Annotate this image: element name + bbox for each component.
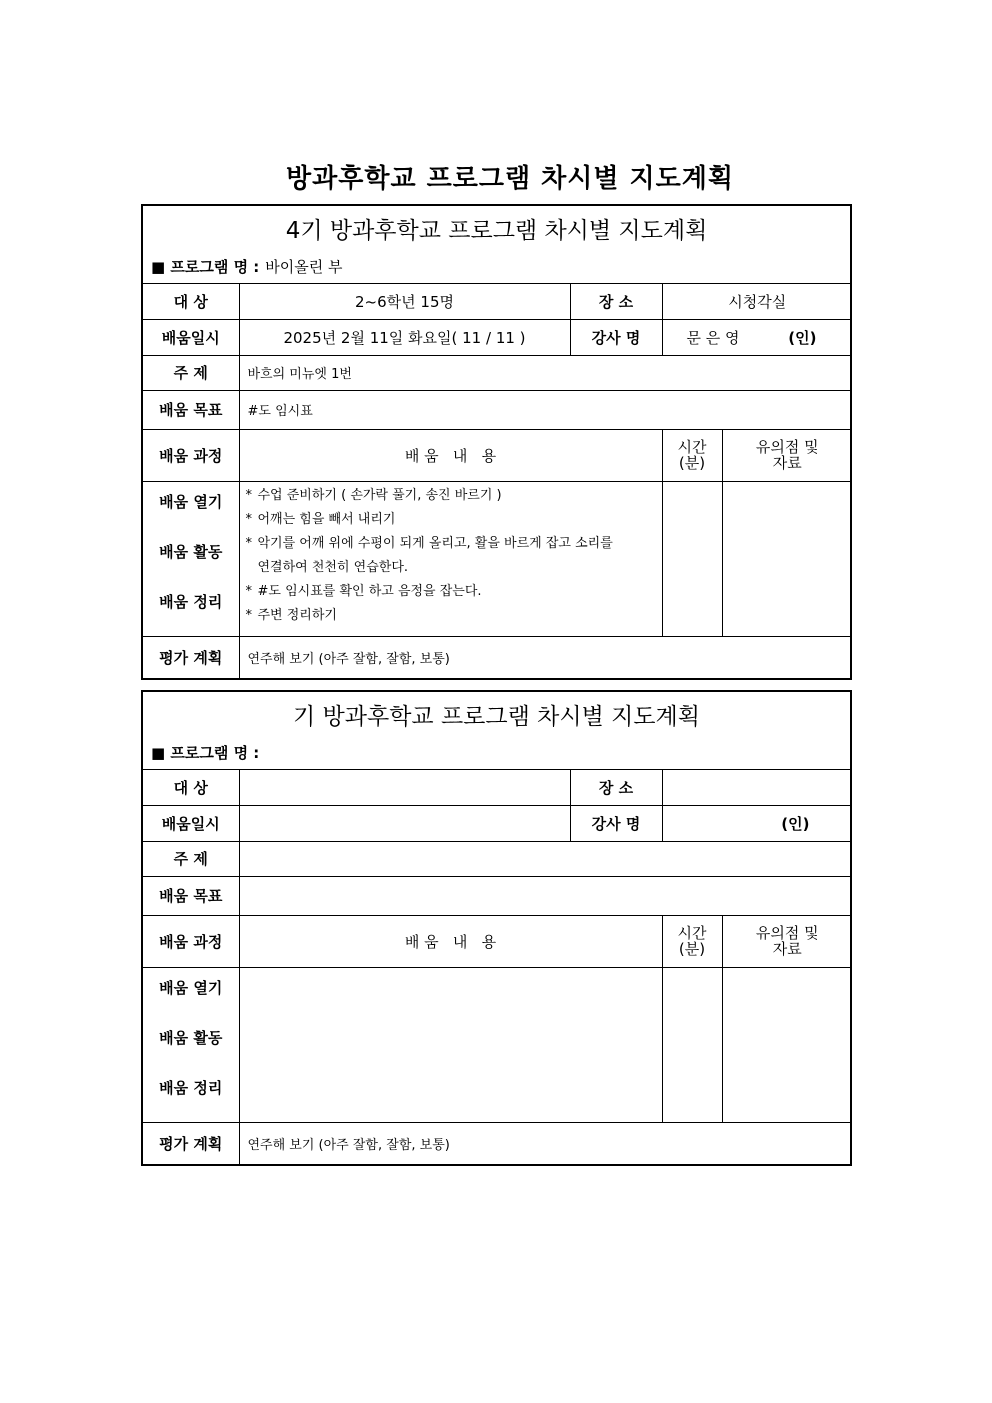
date-row: [143, 805, 852, 841]
teacher-label: 강사 명: [570, 319, 662, 355]
topic-row: [143, 841, 852, 876]
eval-row: [143, 1122, 852, 1165]
topic-value: 바흐의 미뉴엣 1번: [239, 355, 852, 390]
plan-table: [143, 284, 852, 679]
time-cell: [662, 481, 722, 636]
goal-label: 배움 목표: [143, 876, 239, 915]
program-label: ■ 프로그램 명 :: [151, 744, 260, 762]
place-value: 시청각실: [662, 284, 852, 319]
topic-value: [239, 841, 852, 876]
notes-cell: [722, 967, 852, 1122]
target-label: 대 상: [143, 284, 239, 319]
program-label: ■ 프로그램 명 :: [151, 258, 260, 276]
topic-row: [143, 355, 852, 390]
step-closing: 배움 정리: [159, 592, 223, 611]
process-header-row: [143, 429, 852, 481]
process-body-row: [143, 967, 852, 1122]
process-label: 배움 과정: [143, 429, 239, 481]
teacher-cell: [662, 319, 852, 355]
topic-label: 주 제: [143, 841, 239, 876]
time-label: 시간: [677, 438, 707, 456]
teacher-label: 강사 명: [570, 805, 662, 841]
program-name-row: [151, 256, 343, 277]
process-label: 배움 과정: [143, 915, 239, 967]
time-header: [662, 429, 722, 481]
process-body-row: [143, 481, 852, 636]
lesson-plan-1: [141, 204, 852, 680]
steps-cell: [143, 481, 239, 636]
date-row: [143, 319, 852, 355]
lesson-plan-2: [141, 690, 852, 1166]
time-header: [662, 915, 722, 967]
step-closing: 배움 정리: [159, 1078, 223, 1097]
step-opening: 배움 열기: [159, 978, 223, 997]
content-line: * 수업 준비하기 ( 손가락 풀기, 송진 바르기 ): [245, 487, 502, 503]
date-value: 2025년 2월 11일 화요일( 11 / 11 ): [239, 319, 570, 355]
time-unit: (분): [678, 454, 706, 472]
content-line: * #도 임시표를 확인 하고 음정을 잡는다.: [245, 583, 482, 599]
goal-value: [239, 876, 852, 915]
eval-label: 평가 계획: [143, 1122, 239, 1165]
date-label: 배움일시: [143, 805, 239, 841]
goal-value: #도 임시표: [239, 390, 852, 429]
page-title: 방과후학교 프로그램 차시별 지도계획: [285, 164, 734, 194]
program-name-row: [151, 742, 265, 763]
notes-header: [722, 915, 852, 967]
teacher-cell: [662, 805, 852, 841]
step-activity: 배움 활동: [159, 1028, 223, 1047]
content-line: 연결하여 천천히 연습한다.: [257, 559, 409, 575]
notes-label: 유의점 및: [755, 924, 819, 942]
plan-title: 4기 방과후학교 프로그램 차시별 지도계획: [285, 218, 708, 244]
notes-label-2: 자료: [772, 940, 802, 958]
time-label: 시간: [677, 924, 707, 942]
content-cell: [239, 481, 662, 636]
eval-row: [143, 636, 852, 679]
steps-cell: [143, 967, 239, 1122]
target-value: 2~6학년 15명: [239, 284, 570, 319]
content-cell: [239, 967, 662, 1122]
process-header-row: [143, 915, 852, 967]
step-activity: 배움 활동: [159, 542, 223, 561]
eval-label: 평가 계획: [143, 636, 239, 679]
target-row: [143, 284, 852, 319]
time-cell: [662, 967, 722, 1122]
notes-label: 유의점 및: [755, 438, 819, 456]
eval-value: 연주해 보기 (아주 잘함, 잘함, 보통): [239, 1122, 852, 1165]
content-label: 배 움 내 용: [239, 429, 662, 481]
notes-label-2: 자료: [772, 454, 802, 472]
place-label: 장 소: [570, 770, 662, 805]
eval-value: 연주해 보기 (아주 잘함, 잘함, 보통): [239, 636, 852, 679]
plan-table: [143, 770, 852, 1165]
teacher-name: 문 은 영: [686, 328, 740, 347]
notes-cell: [722, 481, 852, 636]
plan-header: [143, 206, 850, 284]
seal-mark: (인): [781, 814, 810, 833]
target-value: [239, 770, 570, 805]
step-opening: 배움 열기: [159, 492, 223, 511]
topic-label: 주 제: [143, 355, 239, 390]
target-label: 대 상: [143, 770, 239, 805]
date-value: [239, 805, 570, 841]
plan-header: [143, 692, 850, 770]
plan-title: 기 방과후학교 프로그램 차시별 지도계획: [293, 704, 700, 730]
content-line: * 악기를 어깨 위에 수평이 되게 올리고, 활을 바르게 잡고 소리를: [245, 535, 613, 551]
goal-label: 배움 목표: [143, 390, 239, 429]
goal-row: [143, 876, 852, 915]
content-label: 배 움 내 용: [239, 915, 662, 967]
content-line: * 주변 정리하기: [245, 607, 337, 623]
place-label: 장 소: [570, 284, 662, 319]
notes-header: [722, 429, 852, 481]
seal-mark: (인): [788, 328, 817, 347]
date-label: 배움일시: [143, 319, 239, 355]
program-name: 바이올린 부: [265, 258, 343, 276]
time-unit: (분): [678, 940, 706, 958]
goal-row: [143, 390, 852, 429]
place-value: [662, 770, 852, 805]
content-line: * 어깨는 힘을 빼서 내리기: [245, 511, 396, 527]
target-row: [143, 770, 852, 805]
